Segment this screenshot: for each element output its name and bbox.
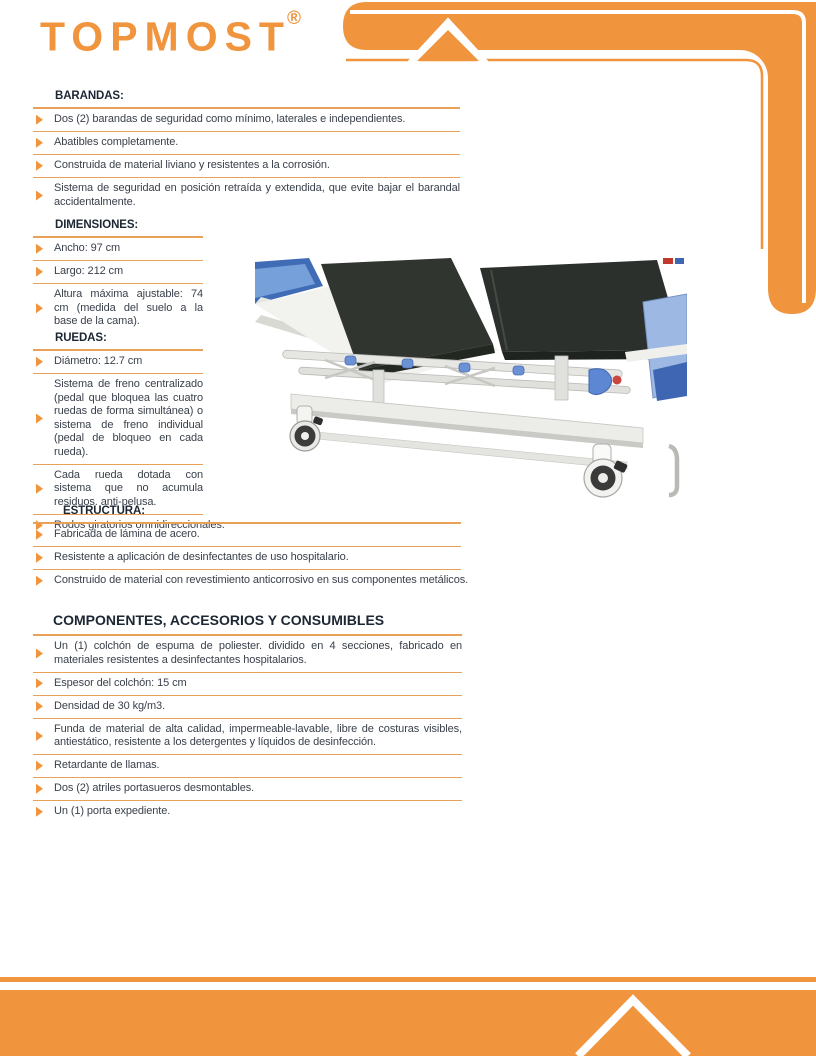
blue-corner-knob: [675, 258, 684, 264]
section-title-dimensiones: DIMENSIONES:: [33, 216, 203, 238]
section-title-estructura: ESTRUCTURA:: [33, 502, 461, 524]
section-componentes: [33, 610, 462, 823]
bullet-arrow-icon: [36, 357, 43, 367]
footer-band: [0, 990, 816, 1056]
red-corner-knob: [663, 258, 673, 264]
spec-item: [33, 351, 203, 374]
brand-logo: [40, 8, 305, 60]
bullet-arrow-icon: [36, 678, 43, 688]
bullet-arrow-icon: [36, 138, 43, 148]
spec-item: [33, 238, 203, 261]
bullet-arrow-icon: [36, 576, 43, 586]
spec-item: [33, 778, 462, 801]
bullet-arrow-icon: [36, 267, 43, 277]
bullet-arrow-icon: [36, 244, 43, 254]
spec-item: [33, 109, 460, 132]
bullet-arrow-icon: [36, 161, 43, 171]
spec-item-text: Dos (2) barandas de seguridad como mínimo, laterales e independientes.: [54, 113, 406, 125]
bullet-arrow-icon: [36, 553, 43, 563]
spec-item: [33, 570, 469, 592]
section-title-componentes: COMPONENTES, ACCESORIOS Y CONSUMIBLES: [33, 610, 462, 636]
spec-item-text: Un (1) porta expediente.: [54, 805, 171, 817]
spec-item-text: Construido de material con revestimiento anticorrosivo en sus componentes metálicos.: [54, 574, 469, 586]
bullet-arrow-icon: [36, 649, 43, 659]
footer-banner: [0, 977, 816, 1056]
spec-item-text: Resistente a aplicación de desinfectantes de uso hospitalario.: [54, 551, 349, 563]
spec-item: [33, 284, 203, 333]
spec-item-text: Construida de material liviano y resistentes a la corrosión.: [54, 159, 330, 171]
spec-item-text: Un (1) colchón de espuma de poliester. dividido en 4 secciones, fabricado en materiales resistentes a desinfectantes hospitalarios.: [54, 640, 462, 666]
footer-thin-line: [0, 977, 816, 982]
spec-item-text: Rodos giratorios omnidireccionales.: [54, 518, 225, 531]
spec-item: [33, 801, 462, 823]
spec-item: [33, 673, 462, 696]
bullet-arrow-icon: [36, 761, 43, 771]
section-title-ruedas: RUEDAS:: [33, 329, 203, 351]
spec-item-text: Cada rueda dotada con sistema que no acumula residuos. anti-pelusa.: [54, 468, 203, 508]
bullet-arrow-icon: [36, 115, 43, 125]
spec-item-text: Dos (2) atriles portasueros desmontables.: [54, 782, 255, 794]
spec-item-text: Largo: 212 cm: [54, 265, 124, 277]
bullet-arrow-icon: [36, 191, 43, 201]
brand-logo-text: TOPMOST: [40, 13, 291, 60]
bullet-arrow-icon: [36, 731, 43, 741]
hospital-bed-illustration: [255, 258, 687, 505]
spec-item-text: Sistema de freno centralizado (pedal que bloquea las cuatro ruedas de forma simultánea) o sistema de freno individual (pedal de bloqueo en cada rueda).: [54, 378, 203, 458]
spec-item: [33, 547, 461, 570]
spec-item-text: Fabricada de lámina de acero.: [54, 528, 200, 540]
spec-item: [33, 374, 203, 465]
spec-item-text: Altura máxima ajustable: 74 cm (medida del suelo a la base de la cama).: [54, 288, 203, 327]
section-barandas: [33, 87, 460, 214]
spec-item-text: Retardante de llamas.: [54, 759, 160, 771]
spec-item: [33, 132, 460, 155]
bullet-arrow-icon: [36, 303, 43, 313]
spec-item: [33, 755, 462, 778]
spec-item-text: Ancho: 97 cm: [54, 242, 121, 254]
bullet-arrow-icon: [36, 701, 43, 711]
spec-item: [33, 719, 462, 756]
bullet-arrow-icon: [36, 530, 43, 540]
spec-item-text: Abatibles completamente.: [54, 136, 179, 148]
registered-mark: ®: [286, 8, 301, 29]
red-knob: [613, 376, 622, 385]
bullet-arrow-icon: [36, 484, 43, 494]
spec-item: [33, 636, 462, 673]
bullet-arrow-icon: [36, 414, 43, 424]
caster-right: [584, 444, 628, 497]
spec-item: [33, 524, 461, 547]
spec-item: [33, 696, 462, 719]
section-estructura: [33, 502, 469, 592]
spec-item-text: Densidad de 30 kg/m3.: [54, 699, 166, 712]
section-title-barandas: BARANDAS:: [33, 87, 460, 109]
section-dimensiones: [33, 216, 203, 333]
spec-item: [33, 155, 460, 178]
spec-item-text: Diámetro: 12.7 cm: [54, 355, 143, 367]
bullet-arrow-icon: [36, 784, 43, 794]
spec-item-text: Espesor del colchón: 15 cm: [54, 676, 187, 689]
product-photo-hospital-bed: [255, 258, 687, 505]
spec-item-text: Funda de material de alta calidad, impermeable-lavable, libre de costuras visibles, antiestático, resistente a los detergentes y líquidos de desinfección.: [54, 722, 462, 748]
spec-item-text: Sistema de seguridad en posición retraída y extendida, que evite bajar el barandal accidentalmente.: [54, 182, 460, 208]
crank-handle: [669, 446, 677, 495]
spec-item: [33, 261, 203, 284]
spec-item: [33, 178, 460, 214]
bullet-arrow-icon: [36, 807, 43, 817]
